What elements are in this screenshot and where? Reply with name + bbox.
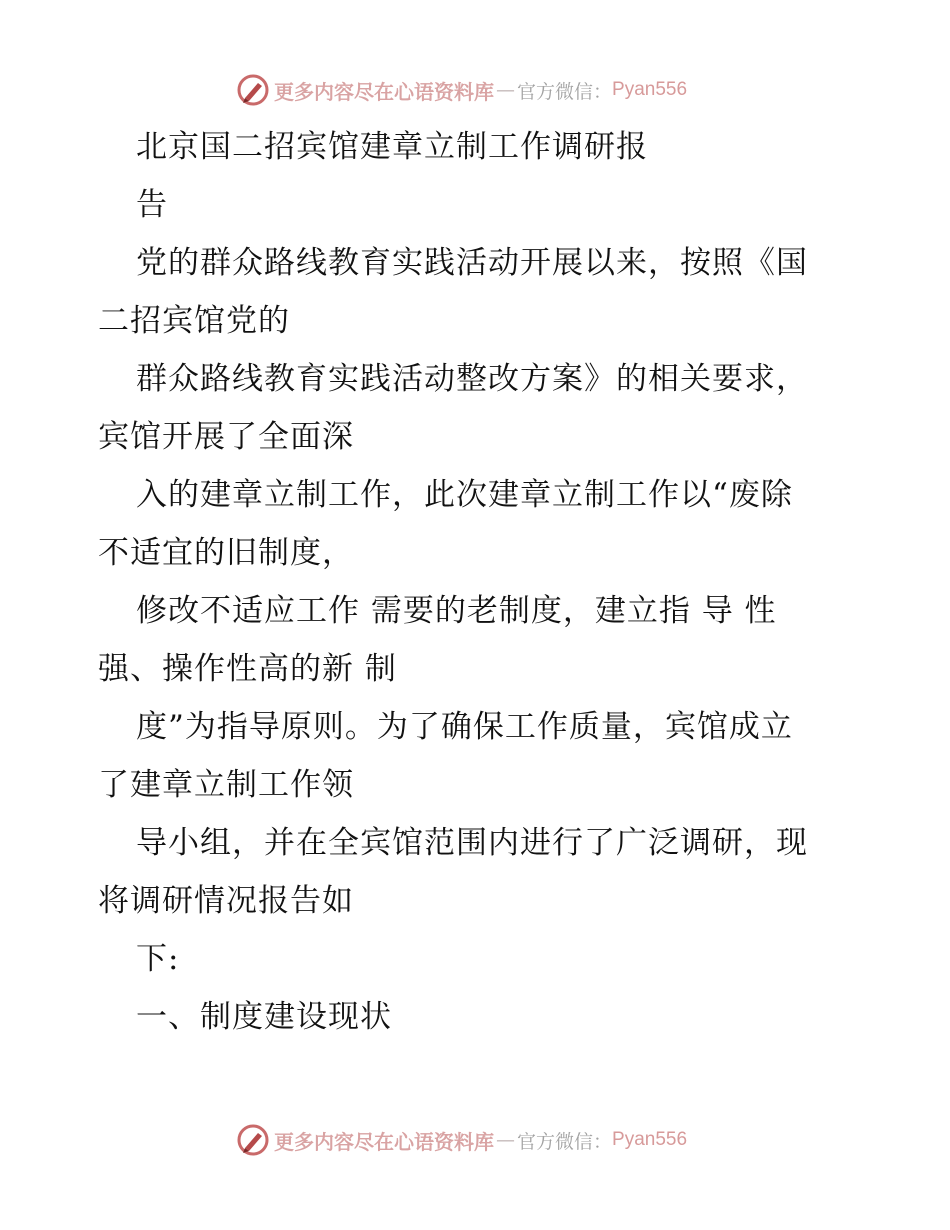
paragraph-line: 将调研情况报告如 <box>98 883 354 919</box>
watermark-main-text: 更多内容尽在心语资料库 <box>274 1129 494 1154</box>
watermark-main-text: 更多内容尽在心语资料库 <box>274 79 494 104</box>
paragraph-line: 入的建章立制工作，此次建章立制工作以“废除 <box>136 477 793 513</box>
paragraph-line: 修改不适应工作 需要的老制度，建立指 导 性 <box>136 593 777 629</box>
watermark-wechat-id: Pyan556 <box>612 1129 688 1150</box>
footer-watermark <box>236 1123 687 1157</box>
watermark-wechat-label: 官方微信： <box>517 80 613 103</box>
watermark-wechat-label: 官方微信： <box>517 1130 613 1153</box>
paragraph-line: 党的群众路线教育实践活动开展以来，按照《国 <box>136 245 808 281</box>
document-body <box>98 118 858 1046</box>
paragraph-line: 强、操作性高的新 制 <box>98 651 397 687</box>
watermark-dash: — <box>496 79 515 101</box>
watermark-dash: — <box>496 1129 515 1151</box>
title-line-2: 告 <box>136 187 168 223</box>
header-watermark <box>236 73 687 107</box>
paragraph-line: 导小组，并在全宾馆范围内进行了广泛调研，现 <box>136 825 808 861</box>
paragraph-line: 下: <box>136 941 180 977</box>
watermark-wechat-id: Pyan556 <box>612 79 688 100</box>
section-heading: 一、制度建设现状 <box>136 999 392 1035</box>
paragraph-line: 了建章立制工作领 <box>98 767 354 803</box>
pen-logo-icon <box>236 1123 270 1157</box>
paragraph-line: 不适宜的旧制度， <box>98 535 354 571</box>
title-line-1: 北京国二招宾馆建章立制工作调研报 <box>136 129 648 165</box>
paragraph-line: 度”为指导原则。为了确保工作质量，宾馆成立 <box>136 709 793 745</box>
paragraph-line: 二招宾馆党的 <box>98 303 290 339</box>
paragraph-line: 群众路线教育实践活动整改方案》的相关要求， <box>136 361 808 397</box>
pen-logo-icon <box>236 73 270 107</box>
paragraph-line: 宾馆开展了全面深 <box>98 419 354 455</box>
